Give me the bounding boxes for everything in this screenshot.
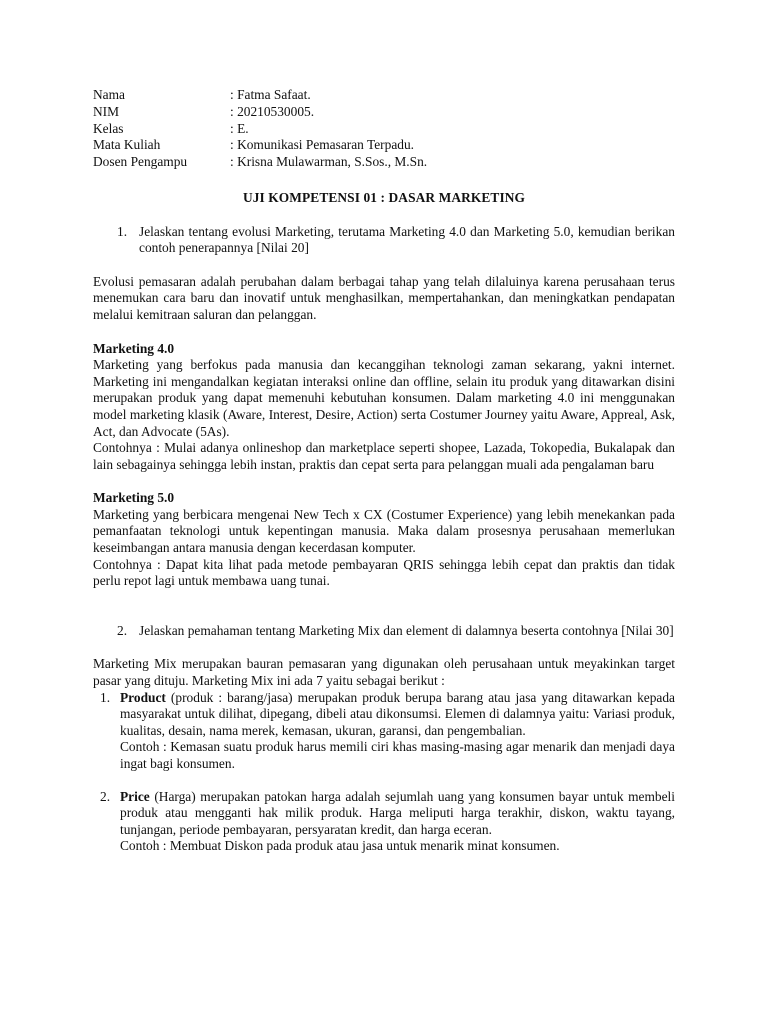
info-label: Dosen Pengampu: [93, 154, 188, 170]
document-title: UJI KOMPETENSI 01 : DASAR MARKETING: [242, 189, 526, 205]
mix-description: (Harga) merupakan patokan harga adalah sejumlah uang yang konsumen bayar untuk membeli produk atau mengganti hak milik produk. Harga meliputi harga terakhir, diskon, waktu tayang, tunjangan, periode pembayaran, persyaratan kredit, dan harga eceran.: [120, 788, 675, 837]
section-body: Marketing yang berbicara mengenai New Tech x CX (Costumer Experience) yang lebih menekankan pada pemanfaatan teknologi untuk kepentingan manusia. Maka dalam prosesnya perusahaan memerlukan keseimbangan antara manusia dengan kecerdasan komputer.: [93, 506, 675, 556]
question-number: 2.: [117, 622, 128, 638]
list-item-body: [120, 789, 675, 855]
info-row-name: [93, 87, 427, 104]
list-number: 1.: [100, 689, 111, 705]
mix-intro: Marketing Mix merupakan bauran pemasaran yang digunakan oleh perusahaan untuk meyakinkan target pasar yang dituju. Marketing Mix ini ada 7 yaitu sebagai berikut :: [93, 656, 675, 689]
info-label: Mata Kuliah: [93, 137, 161, 153]
info-row-nim: [93, 104, 427, 121]
list-item: [93, 690, 675, 773]
list-number: 2.: [100, 788, 111, 804]
document-page: [93, 87, 675, 855]
info-value: : E.: [230, 120, 249, 136]
section-heading: Marketing 4.0: [93, 340, 175, 356]
question-1: [117, 224, 675, 257]
mix-example: Contoh : Kemasan suatu produk harus memili ciri khas masing-masing agar menarik dan menjadi daya ingat bagi konsumen.: [120, 739, 675, 772]
evolution-intro: Evolusi pemasaran adalah perubahan dalam berbagai tahap yang telah dilaluinya karena perusahaan terus menemukan cara baru dan inovatif untuk menghasilkan, mempertahankan, dan meningkatkan pendapatan melalui kemitraan saluran dan pelanggan.: [93, 273, 675, 322]
info-label: Nama: [93, 87, 125, 102]
section-example: Contohnya : Dapat kita lihat pada metode pembayaran QRIS sehingga lebih cepat dan praktis dan tidak perlu repot lagi untuk membawa uang tunai.: [93, 556, 675, 589]
list-item: [93, 789, 675, 855]
info-value: : Fatma Safaat.: [230, 87, 311, 102]
question-number: 1.: [117, 223, 128, 239]
info-row-course: [93, 137, 427, 154]
section-marketing-5: [93, 490, 675, 590]
mix-term: Product: [120, 689, 166, 705]
question-text: Jelaskan tentang evolusi Marketing, terutama Marketing 4.0 dan Marketing 5.0, kemudian berikan contoh penerapannya [Nilai 20]: [139, 223, 675, 256]
question-2: [117, 623, 675, 640]
info-value: : Krisna Mulawarman, S.Sos., M.Sn.: [230, 154, 428, 170]
info-row-lecturer: [93, 154, 427, 171]
section-body: Marketing yang berfokus pada manusia dan kecanggihan teknologi zaman sekarang, yakni internet. Marketing ini mengandalkan kegiatan interaksi online dan offline, selain itu produk yang ditawarkan disini merupakan produk yang dapat memenuhi kebutuhan konsumen. Dalam marketing 4.0 ini menggunakan model marketing klasik (Aware, Interest, Desire, Action) serta Costumer Journey yaitu Aware, Appreal, Ask, Act, dan Advocate (5As).: [93, 357, 675, 439]
section-example: Contohnya : Mulai adanya onlineshop dan marketplace seperti shopee, Lazada, Tokopedia, Bukalapak dan lain sebagainya sehingga lebih instan, praktis dan cepat serta para pelanggan muali ada pengalaman baru: [93, 440, 675, 472]
marketing-mix-list: [93, 690, 675, 855]
list-item-body: [120, 690, 675, 773]
info-label: Kelas: [93, 120, 124, 136]
info-value: : 20210530005.: [230, 103, 315, 119]
question-text: Jelaskan pemahaman tentang Marketing Mix dan element di dalamnya beserta contohnya [Nilai 30]: [139, 622, 674, 638]
section-heading: Marketing 5.0: [93, 490, 175, 506]
info-value: : Komunikasi Pemasaran Terpadu.: [230, 137, 415, 153]
info-row-class: [93, 121, 427, 138]
mix-term: Price: [120, 788, 150, 804]
mix-example: Contoh : Membuat Diskon pada produk atau jasa untuk menarik minat konsumen.: [120, 838, 560, 854]
student-info-table: [93, 87, 427, 171]
section-marketing-4: [93, 341, 675, 474]
info-label: NIM: [93, 103, 120, 119]
mix-description: (produk : barang/jasa) merupakan produk berupa barang atau jasa yang ditawarkan kepada masyarakat untuk dilihat, dipegang, dibeli atau dikonsumsi. Elemen di dalamnya yaitu: Variasi produk, kualitas, desain, nama merek, kemasan, ukuran, garansi, dan pengembalian.: [120, 689, 675, 738]
